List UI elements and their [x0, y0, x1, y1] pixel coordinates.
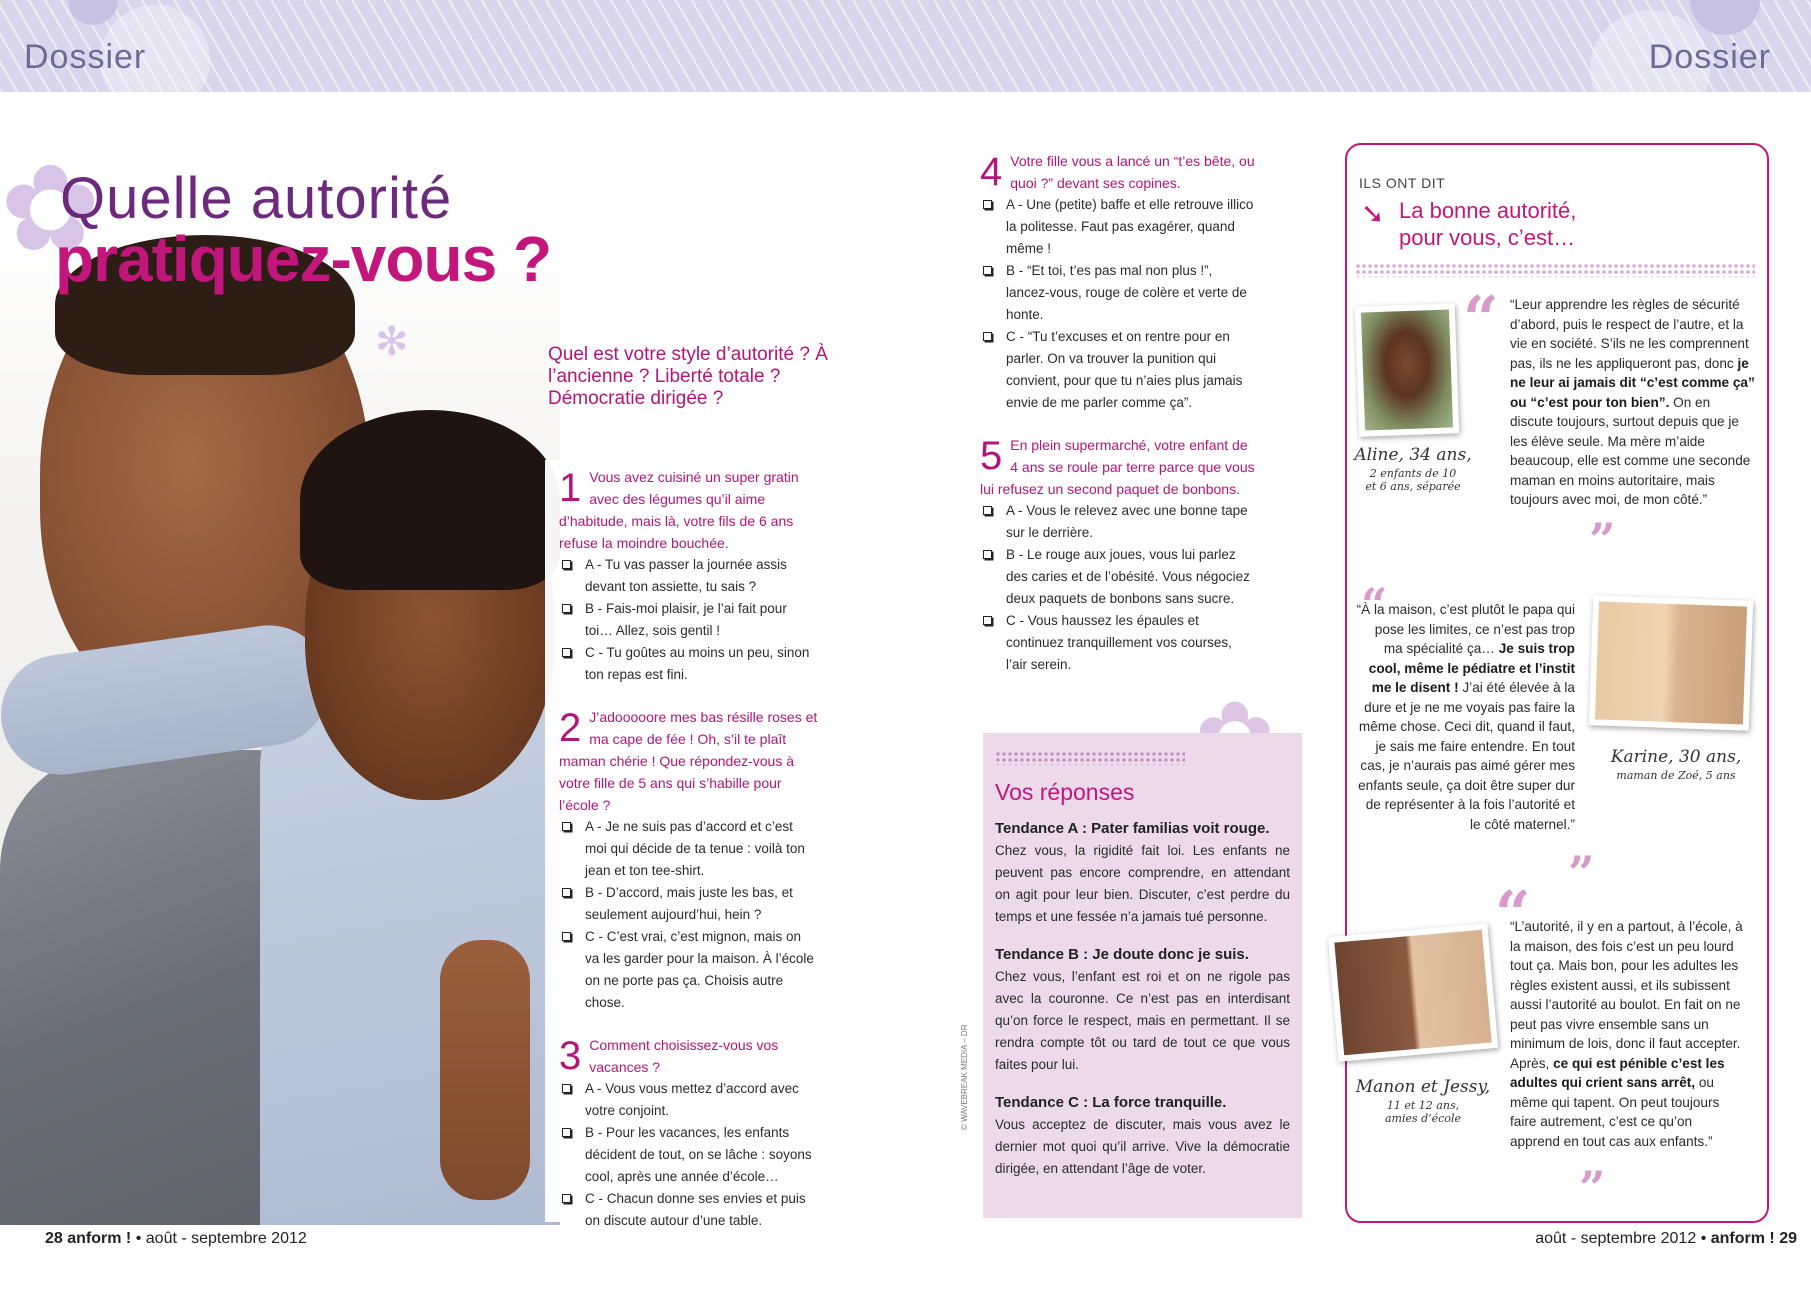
- answer-option[interactable]: [980, 326, 1255, 414]
- answer-option[interactable]: [980, 610, 1255, 676]
- close-quote-icon: ”: [1579, 1161, 1606, 1215]
- tendance-text: Chez vous, la rigidité fait loi. Les enfants ne peuvent pas encore comprendre, en attendant on agit pour leur bien. Discuter, c’est perdre du temps et une fessée n’a jamais tué personne.: [995, 843, 1290, 924]
- page-number: 29: [1779, 1230, 1797, 1247]
- question-1-prompt: [559, 466, 818, 554]
- answer-option-label: C - C’est vrai, c’est mignon, mais on va les garder pour la maison. À l’école on ne porte pas ça. Choisis autre chose.: [585, 929, 814, 1010]
- answer-option[interactable]: [980, 544, 1255, 610]
- answer-option[interactable]: [980, 500, 1255, 544]
- answer-option-label: B - “Et toi, t’es pas mal non plus !”, lancez-vous, rouge de colère et verte de honte.: [1006, 263, 1247, 322]
- question-2: [559, 706, 818, 1014]
- page-number: 28: [45, 1230, 63, 1247]
- tendance-text: Vous acceptez de discuter, mais vous avez le dernier mot quoi qu’il arrive. Vive la démocratie dirigée, en attendant l’âge de voter.: [995, 1117, 1290, 1176]
- issue-date: août - septembre 2012: [1535, 1230, 1697, 1247]
- question-4-prompt: [980, 150, 1255, 194]
- checkbox-icon[interactable]: [562, 1194, 571, 1203]
- question-4: [980, 150, 1255, 414]
- answer-option[interactable]: [980, 194, 1255, 260]
- checkbox-icon[interactable]: [983, 332, 992, 341]
- answer-option-label: A - Tu vas passer la journée assis devant ton assiette, tu sais ?: [585, 557, 787, 594]
- section-label-left: Dossier: [24, 38, 147, 76]
- question-number: 1: [559, 466, 582, 510]
- arrow-down-right-icon: ➘: [1361, 198, 1385, 229]
- tendance-label: Tendance A : Pater familias voit rouge.: [995, 820, 1270, 837]
- answer-option-label: C - Vous haussez les épaules et continuez tranquillement vos courses, l’air serein.: [1006, 613, 1232, 672]
- quote-part: J’ai été élevée à la dure et je ne me voyais pas faire la même chose. Ceci dit, quand il faut, je sais me faire entendre. En tout cas, je n’aurais pas aimé gérer mes enfants seule, ça doit être super dur de représenter à la fois l’autorité et le côté maternel.”: [1358, 680, 1575, 832]
- tendance-label: Tendance C : La force tranquille.: [995, 1094, 1227, 1111]
- tendance-c: [995, 1092, 1290, 1180]
- father-daughter-photo: [0, 210, 560, 1225]
- portrait-image: [1361, 310, 1453, 431]
- testimonial-name: Aline, 34 ans,: [1354, 445, 1472, 465]
- testimonial-photo-karine: [1589, 595, 1753, 731]
- flower-decor-icon: ✻: [375, 319, 409, 365]
- magazine-name: anform !: [1710, 1230, 1775, 1247]
- answer-option[interactable]: [559, 1188, 818, 1232]
- checkbox-icon[interactable]: [983, 266, 992, 275]
- article-title-line2: pratiquez-vous ?: [55, 223, 552, 295]
- checkbox-icon[interactable]: [562, 932, 571, 941]
- dotted-divider: [1355, 263, 1755, 277]
- checkbox-icon[interactable]: [562, 822, 571, 831]
- close-quote-icon: ”: [1568, 846, 1595, 900]
- answer-option-label: B - Pour les vacances, les enfants décident de tout, on se lâche : soyons cool, après une année d’école…: [585, 1125, 812, 1184]
- answer-option[interactable]: [559, 1122, 818, 1188]
- question-number: 5: [980, 434, 1003, 478]
- quote-part: “L’autorité, il y en a partout, à l’école, à la maison, des fois c’est un peu lourd tout ça. Mais bon, pour les adultes les règles existent aussi, et ils subissent aussi l’autorité au boulot. En fait on ne peut pas vivre ensemble sans un minimum de lois, donc il faut accepter. Après,: [1510, 919, 1743, 1071]
- quote-part: ou même qui tapent. On peut toujours faire autrement, c’est ce qu’on apprend en tout cas aux enfants.”: [1510, 1075, 1720, 1149]
- checkbox-icon[interactable]: [983, 200, 992, 209]
- photo-girl-hair: [300, 410, 560, 590]
- testimonial-detail-line: 11 et 12 ans,: [1386, 1099, 1460, 1112]
- testimonial-detail: [1353, 467, 1473, 493]
- quote-part: On en discute toujours, surtout depuis que je les élève seule. Ma mère m’aide beaucoup, elle est comme une seconde maman en moins autoritaire, mais toujours avec moi, de mon côté.”: [1510, 394, 1751, 507]
- testimonial-detail-line: et 6 ans, séparée: [1365, 480, 1461, 493]
- tendance-a: [995, 818, 1290, 928]
- article-title-line1: Quelle autorité: [60, 166, 453, 231]
- section-label-right: Dossier: [1648, 38, 1771, 76]
- close-quote-icon: ”: [1589, 513, 1616, 567]
- question-number: 2: [559, 706, 582, 750]
- answer-option-label: B - Fais-moi plaisir, je l’ai fait pour toi… Allez, sois gentil !: [585, 601, 787, 638]
- answer-option[interactable]: [559, 882, 818, 926]
- header-band: [0, 0, 1811, 92]
- testimonial-detail-line: amies d’école: [1384, 1112, 1462, 1125]
- checkbox-icon[interactable]: [562, 560, 571, 569]
- open-quote-icon: “: [1495, 877, 1531, 950]
- portrait-image: [1334, 930, 1491, 1055]
- portrait-image: [1595, 601, 1747, 724]
- question-text: Vous avez cuisiné un super gratin avec des légumes qu’il aime d’habitude, mais là, votre fils de 6 ans refuse la moindre bouchée.: [559, 469, 799, 551]
- responses-heading: Vos réponses: [995, 779, 1135, 805]
- question-3: [559, 1034, 818, 1232]
- quote-part: “À la maison, c’est plutôt le papa qui pose les limites, ce n’est pas trop ma spécialité ça…: [1356, 602, 1575, 656]
- testimonial-name: Manon et Jessy,: [1355, 1077, 1491, 1097]
- testimonial-quote: [1510, 295, 1755, 510]
- checkbox-icon[interactable]: [983, 506, 992, 515]
- footer-separator: •: [1700, 1230, 1707, 1247]
- testimonial-photo-aline: [1355, 303, 1459, 436]
- tendance-text: Chez vous, l’enfant est roi et on ne rigole pas avec la couronne. Ce n’est pas en interdisant qu’on force le respect, mais en permettant. Il se rendra compte tôt ou tard de tout ce que vous faites pour lui.: [995, 969, 1290, 1072]
- testimonials-panel: [1345, 143, 1769, 1223]
- answer-option-label: C - Tu goûtes au moins un peu, sinon ton repas est fini.: [585, 645, 810, 682]
- question-text: Votre fille vous a lancé un “t’es bête, ou quoi ?” devant ses copines.: [1010, 153, 1255, 191]
- checkbox-icon[interactable]: [562, 888, 571, 897]
- answer-option[interactable]: [559, 642, 818, 686]
- checkbox-icon[interactable]: [562, 648, 571, 657]
- quote-emphasis: Je suis trop cool, même le pédiatre et l’instit me le disent !: [1368, 641, 1575, 695]
- checkbox-icon[interactable]: [983, 616, 992, 625]
- page-footer-right: [1535, 1230, 1797, 1248]
- decor-bubble: [68, 0, 118, 25]
- testimonial-quote: [1510, 917, 1745, 1151]
- dotted-divider: [995, 751, 1185, 765]
- open-quote-icon: “: [1361, 578, 1388, 632]
- checkbox-icon[interactable]: [562, 1084, 571, 1093]
- answer-option[interactable]: [559, 554, 818, 598]
- question-number: 3: [559, 1034, 582, 1078]
- responses-box: [983, 733, 1302, 1218]
- answer-option-label: A - Vous vous mettez d’accord avec votre conjoint.: [585, 1081, 799, 1118]
- checkbox-icon[interactable]: [562, 1128, 571, 1137]
- issue-date: août - septembre 2012: [145, 1230, 307, 1247]
- questions-column-middle: [980, 150, 1255, 696]
- panel-title-line1: La bonne autorité,: [1399, 198, 1577, 223]
- testimonial-quote: [1355, 600, 1575, 834]
- photo-father-hand: [440, 940, 530, 1200]
- questions-column-left: [545, 460, 830, 1228]
- answer-option-label: B - D’accord, mais juste les bas, et seulement aujourd’hui, hein ?: [585, 885, 793, 922]
- quote-part: “Leur apprendre les règles de sécurité d’abord, puis le respect de l’autre, et la vie en société. S’ils ne les comprennent pas, ils ne les appliqueront pas, donc: [1510, 297, 1749, 371]
- quote-emphasis: ce qui est pénible c’est les adultes qui crient sans arrêt,: [1510, 1055, 1725, 1090]
- panel-title-line2: pour vous, c’est…: [1399, 225, 1576, 250]
- answer-option-label: C - Chacun donne ses envies et puis on discute autour d’une table.: [585, 1191, 806, 1228]
- question-text: Comment choisissez-vous vos vacances ?: [589, 1037, 779, 1075]
- question-number: 4: [980, 150, 1003, 194]
- open-quote-icon: “: [1463, 282, 1499, 355]
- testimonial-name: Karine, 30 ans,: [1610, 747, 1742, 767]
- testimonial-detail: [1343, 1099, 1503, 1125]
- answer-option-label: A - Je ne suis pas d’accord et c’est moi qui décide de ta tenue : voilà ton jean et ton tee-shirt.: [585, 819, 805, 878]
- quote-emphasis: je ne leur ai jamais dit “c’est comme ça” ou “c’est pour ton bien”.: [1510, 355, 1755, 410]
- question-2-prompt: [559, 706, 818, 816]
- testimonial-detail: maman de Zoé, 5 ans: [1616, 769, 1736, 782]
- panel-title: [1399, 197, 1576, 251]
- flower-decor-icon: ✿: [0, 140, 101, 279]
- tendance-b: [995, 944, 1290, 1076]
- answer-option-label: A - Vous le relevez avec une bonne tape sur le derrière.: [1006, 503, 1248, 540]
- photo-credit: © WAVEBREAK MEDIA – DR: [960, 1024, 969, 1130]
- testimonial-photo-manon-jessy: [1328, 923, 1498, 1061]
- question-1: [559, 460, 818, 686]
- tendance-label: Tendance B : Je doute donc je suis.: [995, 946, 1249, 963]
- decor-bubble: [1690, 0, 1760, 35]
- question-3-prompt: [559, 1034, 818, 1078]
- article-intro: Quel est votre style d’autorité ? À l’ancienne ? Liberté totale ? Démocratie dirigée ?: [548, 344, 828, 409]
- footer-separator: •: [135, 1230, 142, 1247]
- answer-option-label: C - “Tu t’excuses et on rentre pour en parler. On va trouver la punition qui convient, pour que tu n’aies plus jamais envie de me parler comme ça”.: [1006, 329, 1243, 410]
- answer-option[interactable]: [559, 816, 818, 882]
- testimonial-detail-line: 2 enfants de 10: [1369, 467, 1457, 480]
- question-text: J’adooooore mes bas résille roses et ma cape de fée ! Oh, s’il te plaît maman chérie ! Que répondez-vous à votre fille de 5 ans qui s’habille pour l’école ?: [559, 709, 818, 813]
- answer-option-label: B - Le rouge aux joues, vous lui parlez des caries et de l’obésité. Vous négociez deux paquets de bonbons sans sucre.: [1006, 547, 1250, 606]
- checkbox-icon[interactable]: [562, 604, 571, 613]
- question-5: [980, 434, 1255, 676]
- checkbox-icon[interactable]: [983, 550, 992, 559]
- magazine-name: anform !: [67, 1230, 132, 1247]
- answer-option[interactable]: [980, 260, 1255, 326]
- answer-option[interactable]: [559, 926, 818, 1014]
- question-5-prompt: [980, 434, 1255, 500]
- question-text: En plein supermarché, votre enfant de 4 ans se roule par terre parce que vous lui refusez un second paquet de bonbons.: [980, 437, 1255, 497]
- answer-option[interactable]: [559, 598, 818, 642]
- answer-option[interactable]: [559, 1078, 818, 1122]
- answer-option-label: A - Une (petite) baffe et elle retrouve illico la politesse. Faut pas exagérer, quand même !: [1006, 197, 1254, 256]
- page-footer-left: [45, 1230, 307, 1248]
- panel-kicker: ILS ONT DIT: [1359, 175, 1446, 191]
